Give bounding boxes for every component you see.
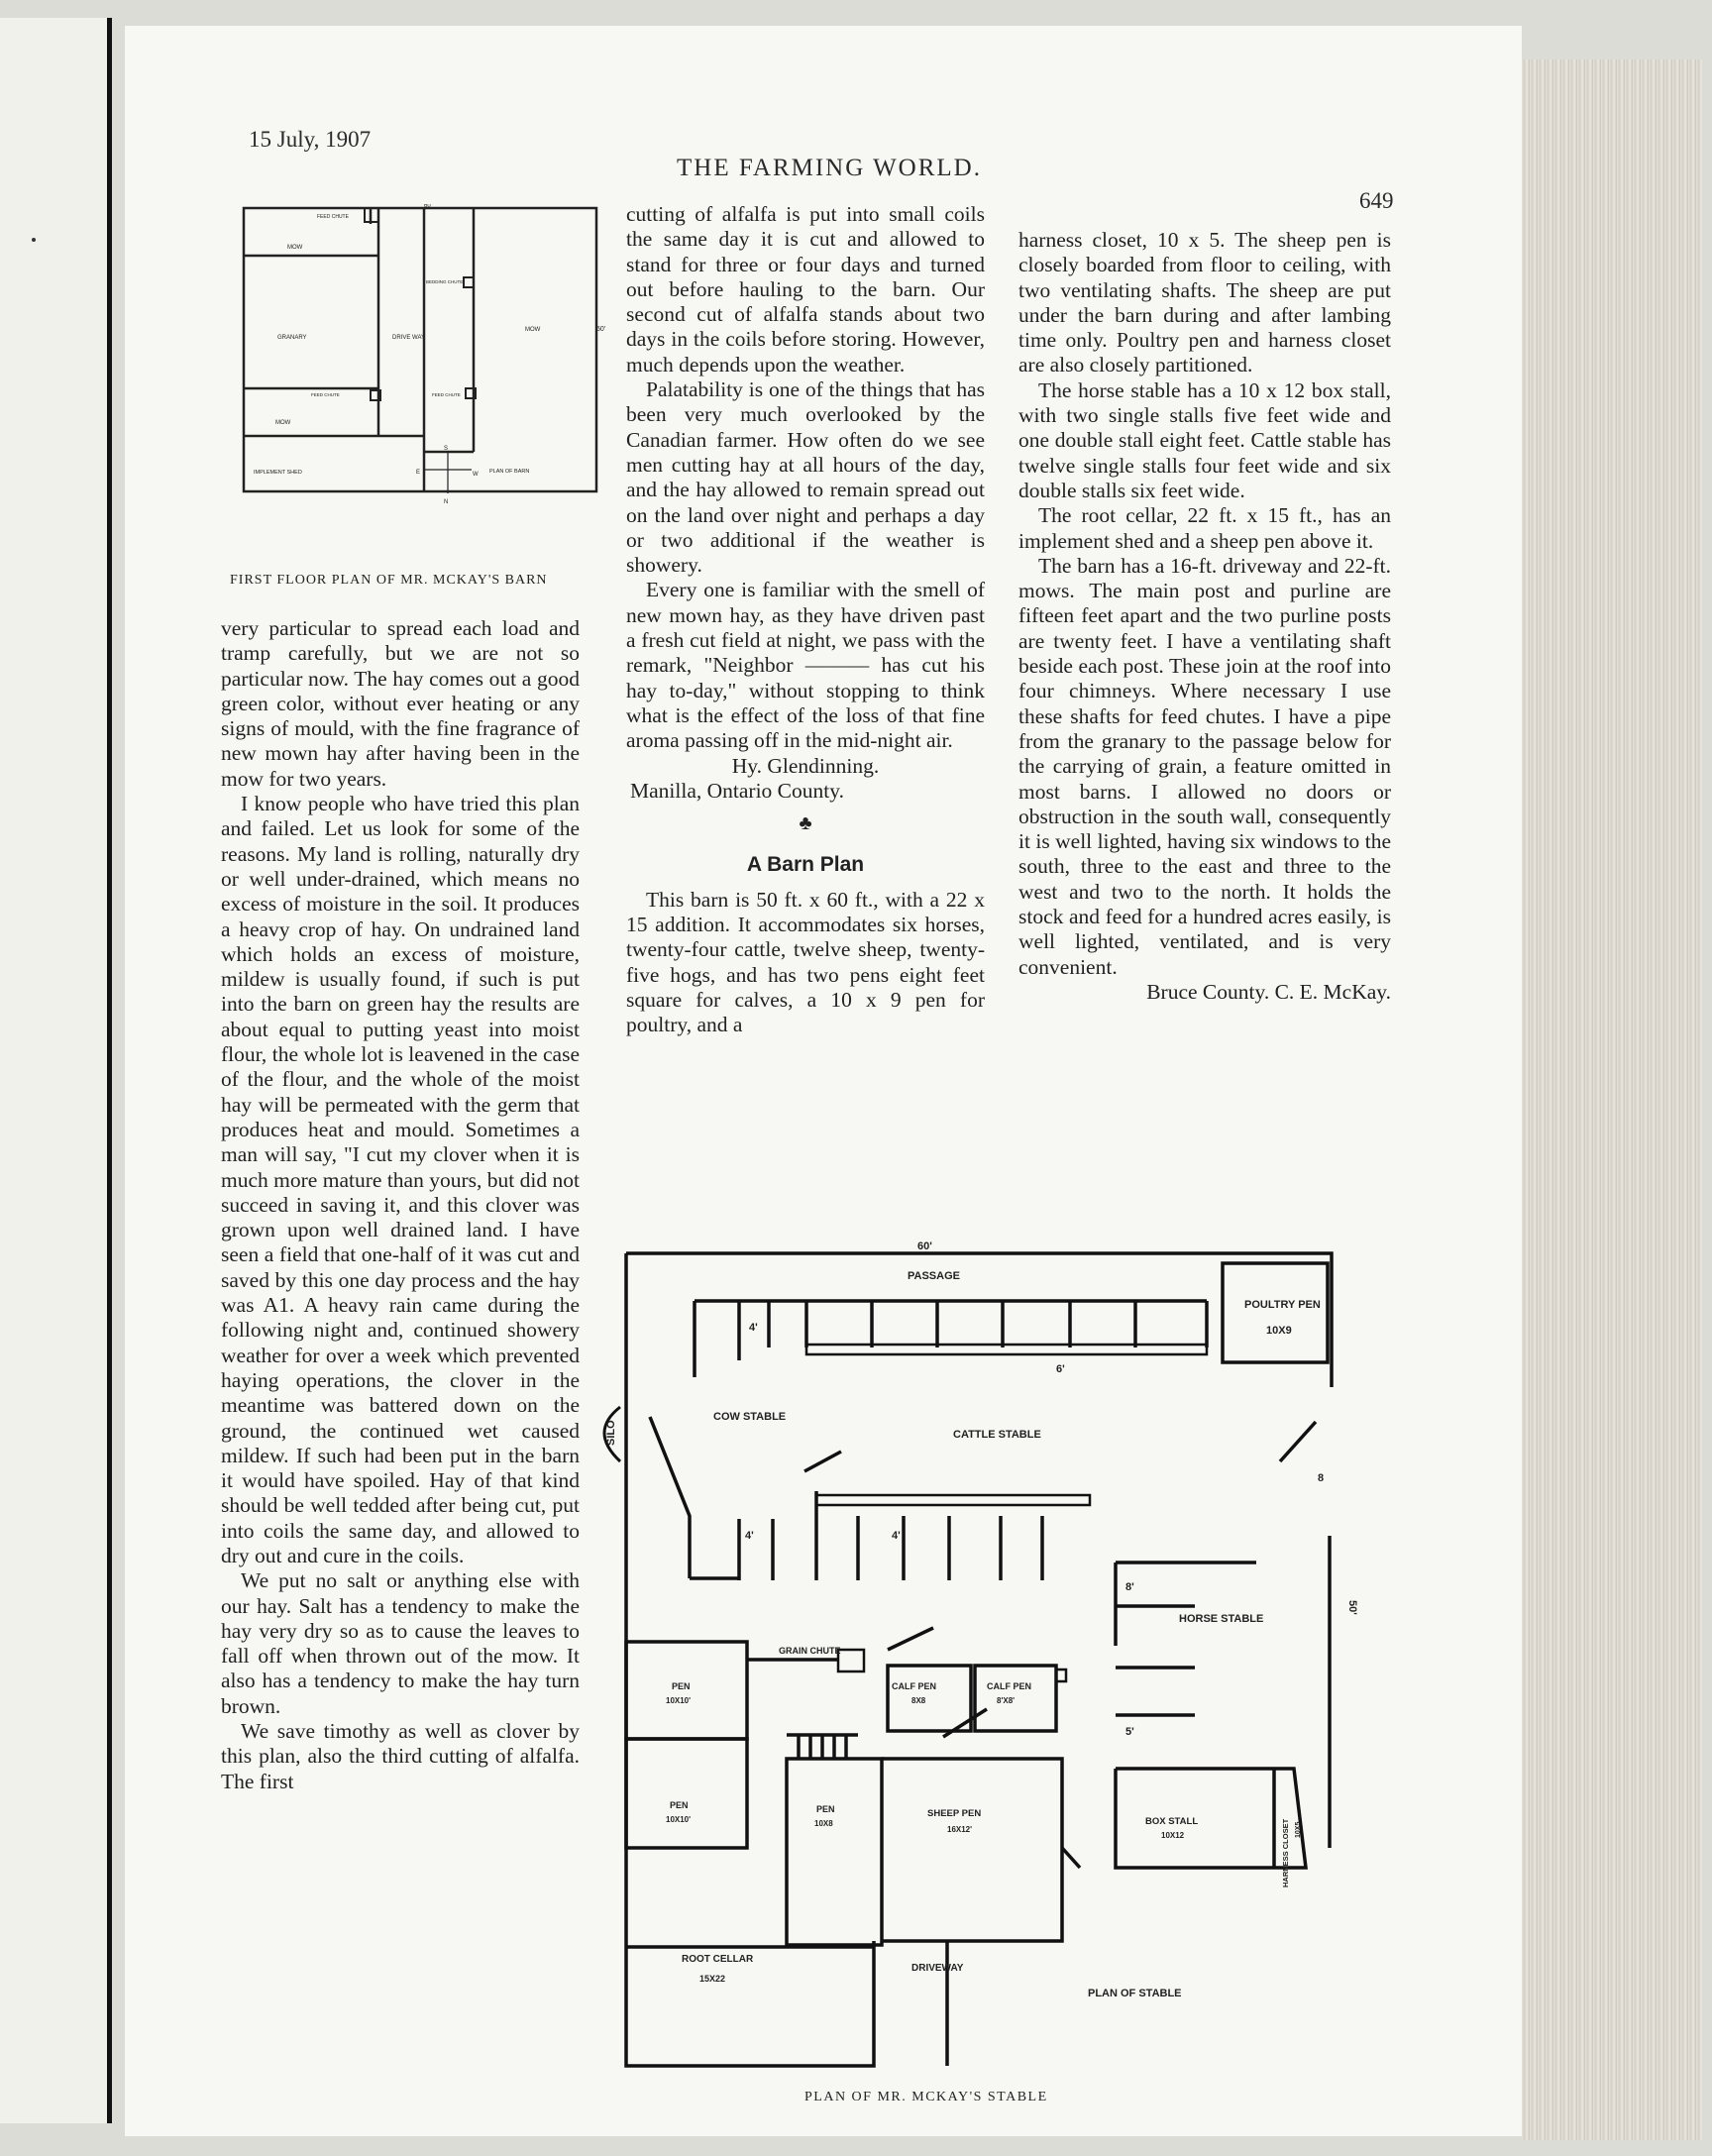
fig2-door-8: 8 [1318, 1472, 1325, 1484]
running-date: 15 July, 1907 [249, 127, 372, 152]
ink-dot [32, 238, 36, 242]
col3-paragraph: The horse stable has a 10 x 12 box stall, with two single stalls five feet wide and one double stall eight feet. Cattle stable has twelve single stalls four feet wide and six double stalls six feet wide. [1018, 377, 1391, 502]
fig2-harness-closet-size: 10X5 [1295, 1821, 1302, 1838]
fig2-poultry-pen: POULTRY PEN [1244, 1299, 1321, 1311]
col1-paragraph: I know people who have tried this plan and failed. Let us look for some of the reasons. My land is rolling, naturally dry or well under-drained, which means no excess of moisture in the soil. It produces a heavy crop of hay. On undrained land which holds an excess of moisture, mildew is usually found, if such is put into the barn on green hay the results are about equal to putting yeast into moist flour, the whole lot is leavened in the case of the flour, and the whole of the moist hay will be permeated with the germ that produces heat and mould. Sometimes a man will say, "I cut my clover when it is much more mature than yours, but did not succeed in saving it, and this clover was grown upon well drained land. I have seen a field that one-half of it was cut and saved by this one day process and the hay was A1. A heavy rain came during the following night and, continued showery weather for over a week which prevented haying operations, the clover in the meantime was battered down on the ground, the continued wet caused mildew. If such had been put in the barn it would have spoiled. Hay of that kind should be well tedded after being cut, put into coils the same day, and allowed to dry out and cure in the coils. [221, 792, 580, 1567]
col2-paragraph: Every one is familiar with the smell of new mown hay, as they have driven past a fresh cut field at night, we pass with the remark, "Neighbor ——— has cut his hay to-day," without stopping to think what is the effect of the loss of that fine aroma passing off in the mid-night air. [626, 578, 985, 753]
fig2-cow-stable: COW STABLE [713, 1411, 787, 1423]
fig2-calf-pen1-size: 8X8 [911, 1696, 926, 1705]
fig1-mow-top: MOW [287, 245, 303, 251]
fig1-plan-of-barn: PLAN OF BARN [489, 469, 530, 475]
fig2-pen1: PEN [672, 1681, 691, 1691]
col3-paragraph: harness closet, 10 x 5. The sheep pen is closely boarded from floor to ceiling, with two ventilating shafts. The sheep are put under the barn during and after lambing time only. Poultry pen and harness closet are also closely partitioned. [1018, 228, 1391, 377]
article-column-1 [221, 616, 580, 1794]
fig2-pen1-size: 10X10' [666, 1696, 692, 1705]
col3-paragraph: The root cellar, 22 ft. x 15 ft., has an implement shed and a sheep pen above it. [1018, 503, 1391, 553]
col2-paragraph: This barn is 50 ft. x 60 ft., with a 22 x 15 addition. It accommodates six horses, twenty-four cattle, twelve sheep, twenty-five hogs, and has two pens eight feet square for calves, a 10 x 9 pen for poultry, and a [626, 887, 985, 1037]
fig2-pen2: PEN [670, 1800, 689, 1810]
fig2-calf-pen2-size: 8'X8' [997, 1696, 1016, 1705]
fig2-pen3-size: 10X8 [814, 1819, 833, 1828]
fig2-stall-6: 6' [1056, 1363, 1065, 1375]
fig2-dim-right: 50' [1346, 1600, 1358, 1615]
col1-paragraph: very particular to spread each load and tramp carefully, but we are not so particular now. The hay comes out a good green color, without ever heating or any signs of mould, with the fine fragrance of new mown hay after having been in the mow for two years. [221, 616, 580, 791]
fig1-granary: GRANARY [277, 335, 307, 341]
figure2-caption: PLAN OF MR. MCKAY'S STABLE [804, 2090, 1048, 2104]
fig2-poultry-pen-size: 10X9 [1266, 1325, 1292, 1337]
facing-page-edge [0, 18, 112, 2123]
fig1-compass-e: E [416, 470, 421, 476]
fig1-mow-lower: MOW [275, 420, 291, 426]
fig1-compass-w: W [473, 472, 479, 478]
fig2-pen2-size: 10X10' [666, 1815, 692, 1824]
fig2-box-stall: BOX STALL [1145, 1816, 1199, 1827]
col1-paragraph: We put no salt or anything else with our hay. Salt has a tendency to make the hay very dry so as to cause the leaves to fall off when thrown out of the mow. It also has a tendency to make the hay turn brown. [221, 1568, 580, 1718]
section-heading: A Barn Plan [746, 853, 865, 877]
fig2-box-stall-size: 10X12 [1161, 1831, 1185, 1840]
fig1-feed-chute-mid: FEED CHUTE [432, 392, 461, 397]
fig2-dim-top: 60' [917, 1240, 932, 1252]
fig2-grain-chute: GRAIN CHUTE [779, 1646, 841, 1656]
fig2-driveway: DRIVEWAY [911, 1963, 964, 1974]
fig2-horse-stable: HORSE STABLE [1179, 1613, 1264, 1625]
book-page-edges [1522, 59, 1702, 2140]
fig1-feed-chute-lower: FEED CHUTE [311, 392, 340, 397]
fig1-dim-top: 60' [424, 204, 432, 209]
col3-paragraph: The barn has a 16-ft. driveway and 22-ft. mows. The main post and purline are fifteen feet apart and the two purline posts are twenty feet. I have a ventilating shaft beside each post. These join at the roof into four chimneys. Where necessary I use these shafts for feed chutes. I have a pipe from the granary to the passage below for the carrying of grain, a feature omitted in most barns. I allowed no doors or obstruction in the south wall, consequently it is well lighted, having six windows to the south, three to the east and three to the west and two to the north. It holds the stock and feed for a hundred acres easily, is well lighted, ventilated, and is very convenient. [1018, 553, 1391, 979]
fig1-mow-right: MOW [525, 327, 541, 333]
first-floor-plan-figure [242, 204, 606, 527]
fig2-calf-pen1: CALF PEN [892, 1681, 936, 1691]
stable-plan-figure [590, 1234, 1373, 2077]
fig2-horse-5: 5' [1125, 1726, 1134, 1738]
author-signature: Hy. Glendinning. [731, 753, 880, 778]
fig2-root-cellar-size: 15X22 [699, 1974, 726, 1984]
fig2-harness-closet: HARNESS CLOSET [1281, 1818, 1290, 1887]
fig1-feed-chute-top: FEED CHUTE [317, 214, 349, 220]
fig2-sheep-pen: SHEEP PEN [927, 1808, 982, 1819]
fig2-root-cellar: ROOT CELLAR [682, 1954, 754, 1965]
article-column-3 [1018, 228, 1391, 1005]
fig2-calf-pen2: CALF PEN [987, 1681, 1031, 1691]
fig2-horse-8: 8' [1125, 1581, 1134, 1593]
fig2-plan-of-stable: PLAN OF STABLE [1088, 1988, 1182, 1999]
author-location: Manilla, Ontario County. [630, 778, 844, 803]
author-signature: Bruce County. C. E. McKay. [1146, 979, 1391, 1004]
fig1-compass-s: S [444, 446, 449, 452]
journal-title: THE FARMING WORLD. [677, 155, 982, 181]
figure1-caption: FIRST FLOOR PLAN OF MR. MCKAY'S BARN [230, 573, 548, 588]
fig2-cattle-stable: CATTLE STABLE [953, 1429, 1041, 1441]
section-ornament: ♣ [799, 812, 812, 835]
col2-paragraph: Palatability is one of the things that has been very much overlooked by the Canadian farmer. How often do we see men cutting hay at all hours of the day, and the hay allowed to remain spread out on the land over night and perhaps a day or two additional if the weather is showery. [626, 377, 985, 578]
fig1-dim-side: 50' [596, 326, 606, 333]
col2-paragraph: cutting of alfalfa is put into small coils the same day it is cut and allowed to stand for three or four days and turned out before hauling to the barn. Our second cut of alfalfa stands about two days in the coils before storing. However, much depends upon the weather. [626, 202, 985, 377]
fig2-stall-4c: 4' [892, 1530, 901, 1542]
fig2-sheep-pen-size: 16X12' [947, 1825, 973, 1834]
fig1-implement-shed: IMPLEMENT SHED [254, 470, 302, 476]
col1-paragraph: We save timothy as well as clover by this plan, also the third cutting of alfalfa. The first [221, 1719, 580, 1793]
article-column-2 [626, 202, 985, 1038]
fig2-passage: PASSAGE [908, 1270, 960, 1282]
fig2-pen3: PEN [816, 1804, 835, 1814]
page-number: 649 [1359, 188, 1394, 213]
fig1-drive-way: DRIVE WAY [392, 335, 426, 341]
fig2-stall-4a: 4' [749, 1322, 758, 1334]
fig2-silo: SILO [605, 1420, 617, 1446]
fig1-bedding-chute: BEDDING CHUTE [426, 279, 464, 284]
fig2-stall-4b: 4' [745, 1530, 754, 1542]
fig1-compass-n: N [444, 499, 449, 505]
